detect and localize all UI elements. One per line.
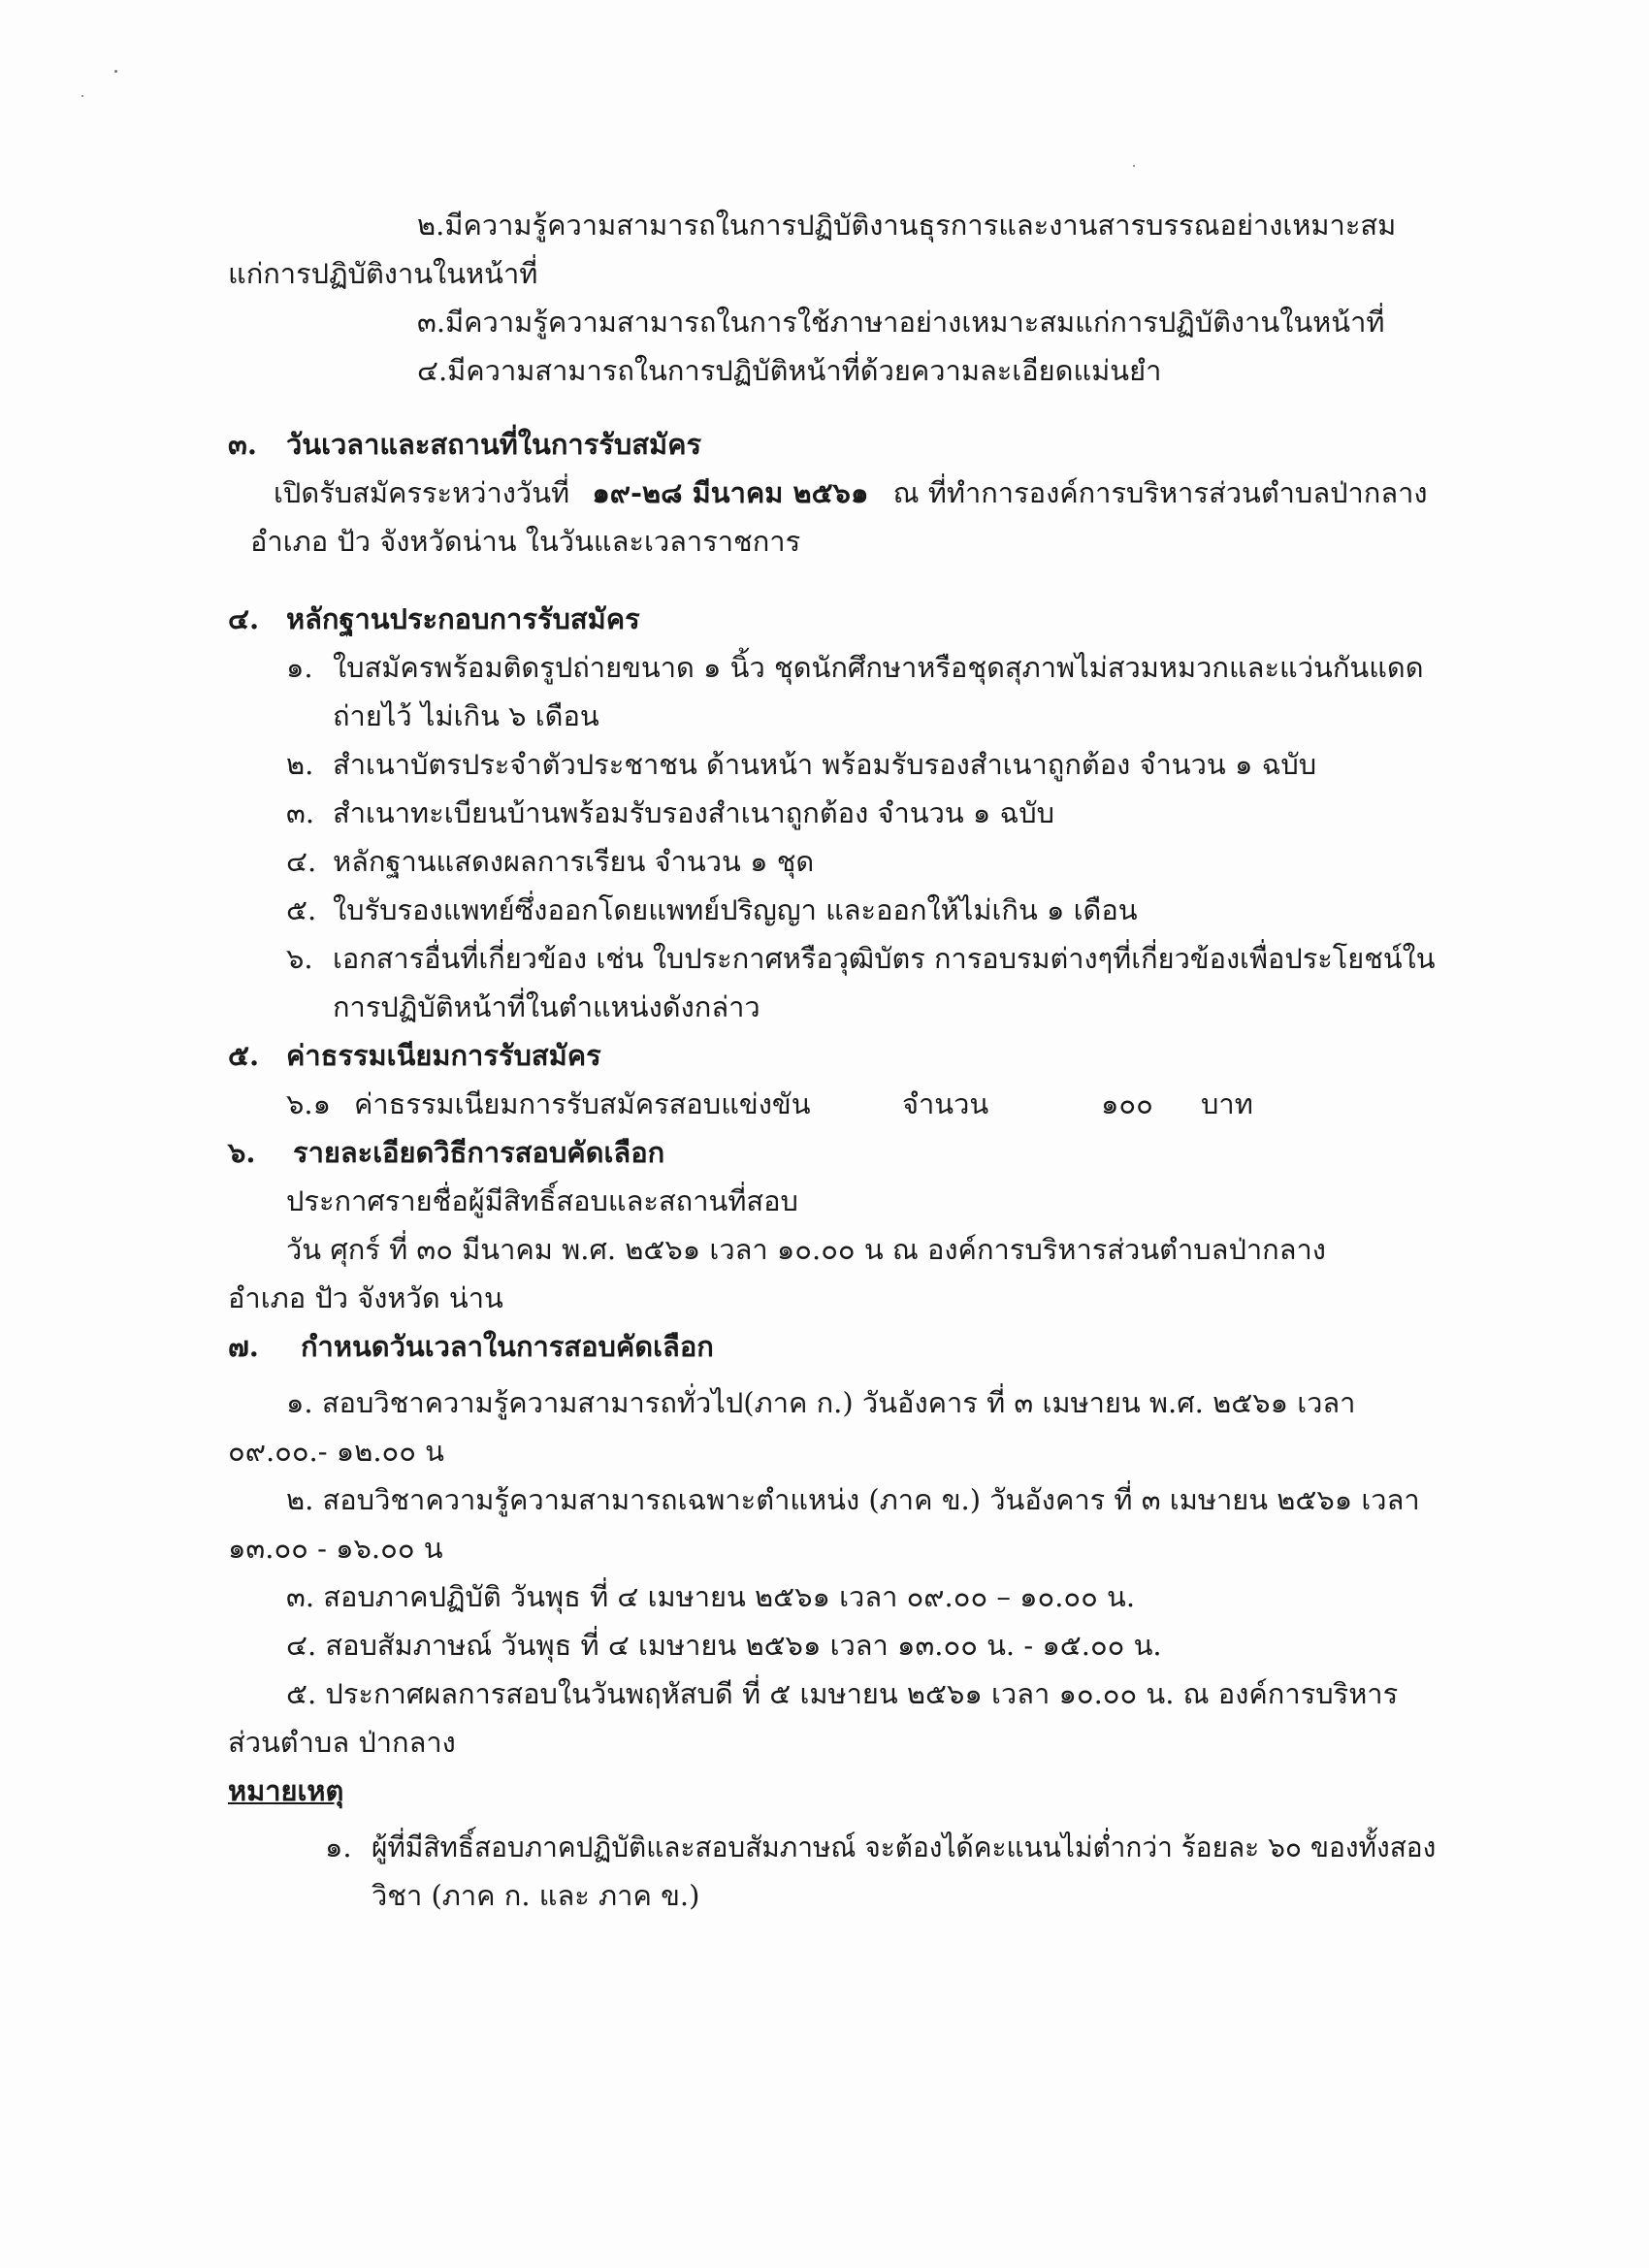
scan-speck: [1133, 165, 1135, 167]
note-item-cont: วิชา (ภาค ก. และ ภาค ข.): [372, 1879, 700, 1912]
doc-item-6-number: ๖.: [286, 942, 313, 975]
exam-schedule-4: ๔. สอบสัมภาษณ์ วันพุธ ที่ ๔ เมษายน ๒๕๖๑ เวลา ๑๓.๐๐ น. - ๑๕.๐๐ น.: [286, 1629, 1162, 1662]
fee-item-amount: ๑๐๐: [1101, 1087, 1153, 1120]
qualification-3: ๓.มีความรู้ความสามารถในการใช้ภาษาอย่างเหมาะสมแก่การปฏิบัติงานในหน้าที่: [417, 306, 1385, 339]
section-3-text: [274, 473, 1428, 512]
fee-item-number: ๖.๑: [286, 1087, 332, 1120]
section-3-dates: ๑๙-๒๘ มีนาคม ๒๕๖๑: [592, 476, 869, 509]
doc-item-5-text: ใบรับรองแพทย์ซึ่งออกโดยแพทย์ปริญญา และออกให้ไม่เกิน ๑ เดือน: [333, 893, 1138, 926]
section-6-number: ๖.: [228, 1136, 256, 1169]
qualification-2: ๒.มีความรู้ความสามารถในการปฏิบัติงานธุรการและงานสารบรรณอย่างเหมาะสม: [417, 209, 1397, 242]
doc-item-2-number: ๒.: [286, 748, 314, 781]
exam-schedule-5-cont: ส่วนตำบล ป่ากลาง: [228, 1726, 456, 1759]
exam-schedule-1: ๑. สอบวิชาความรู้ความสามารถทั่วไป(ภาค ก.) วันอังคาร ที่ ๓ เมษายน พ.ศ. ๒๕๖๑ เวลา: [286, 1386, 1356, 1419]
qualification-4: ๔.มีความสามารถในการปฏิบัติหน้าที่ด้วยความละเอียดแม่นยำ: [417, 354, 1162, 387]
section-3-number: ๓.: [228, 428, 257, 461]
section-5-number: ๕.: [228, 1039, 260, 1072]
doc-item-4-text: หลักฐานแสดงผลการเรียน จำนวน ๑ ชุด: [333, 845, 815, 878]
exam-schedule-2: ๒. สอบวิชาความรู้ความสามารถเฉพาะตำแหน่ง (ภาค ข.) วันอังคาร ที่ ๓ เมษายน ๒๕๖๑ เวลา: [286, 1483, 1420, 1516]
section-4-number: ๔.: [228, 602, 260, 635]
doc-item-4-number: ๔.: [286, 845, 317, 878]
doc-item-2-text: สำเนาบัตรประจำตัวประชาชน ด้านหน้า พร้อมรับรองสำเนาถูกต้อง จำนวน ๑ ฉบับ: [333, 748, 1317, 781]
exam-schedule-5: ๕. ประกาศผลการสอบในวันพฤหัสบดี ที่ ๕ เมษายน ๒๕๖๑ เวลา ๑๐.๐๐ น. ณ องค์การบริหาร: [286, 1677, 1399, 1710]
fee-item-unit: บาท: [1201, 1087, 1253, 1120]
doc-item-1-number: ๑.: [286, 651, 313, 684]
section-6-line-3: อำเภอ ปัว จังหวัด น่าน: [228, 1281, 503, 1314]
section-3-text-c: ณ ที่ทำการองค์การบริหารส่วนตำบลป่ากลาง: [892, 476, 1428, 509]
section-3-location: อำเภอ ปัว จังหวัดน่าน ในวันและเวลาราชการ: [250, 525, 801, 558]
note-item-number: ๑.: [325, 1831, 352, 1863]
doc-item-1-text: ใบสมัครพร้อมติดรูปถ่ายขนาด ๑ นิ้ว ชุดนักศึกษาหรือชุดสุภาพไม่สวมหมวกและแว่นกันแดด: [333, 651, 1424, 684]
scan-speck: [114, 70, 117, 73]
section-5-title: ค่าธรรมเนียมการรับสมัคร: [286, 1039, 601, 1072]
exam-schedule-1-time: ๐๙.๐๐.- ๑๒.๐๐ น: [228, 1435, 444, 1468]
doc-item-6-text: เอกสารอื่นที่เกี่ยวข้อง เช่น ใบประกาศหรือวุฒิบัตร การอบรมต่างๆที่เกี่ยวข้องเพื่อประโยชน์ใน: [333, 942, 1436, 975]
doc-item-6-cont: การปฏิบัติหน้าที่ในตำแหน่งดังกล่าว: [333, 990, 760, 1023]
fee-item-label: ค่าธรรมเนียมการรับสมัครสอบแข่งขัน: [354, 1087, 811, 1120]
section-4-title: หลักฐานประกอบการรับสมัคร: [286, 602, 640, 635]
section-7-title: กำหนดวันเวลาในการสอบคัดเลือก: [301, 1330, 714, 1363]
section-6-title: รายละเอียดวิธีการสอบคัดเลือก: [293, 1136, 665, 1169]
scan-speck: [81, 95, 83, 97]
doc-item-1-cont: ถ่ายไว้ ไม่เกิน ๖ เดือน: [333, 699, 599, 732]
exam-schedule-2-time: ๑๓.๐๐ - ๑๖.๐๐ น: [228, 1532, 443, 1565]
section-6-line-2: วัน ศุกร์ ที่ ๓๐ มีนาคม พ.ศ. ๒๕๖๑ เวลา ๑๐.๐๐ น ณ องค์การบริหารส่วนตำบลป่ากลาง: [286, 1233, 1326, 1266]
fee-item-qty-label: จำนวน: [902, 1087, 989, 1120]
doc-item-5-number: ๕.: [286, 893, 317, 926]
note-item-text: ผู้ที่มีสิทธิ์สอบภาคปฏิบัติและสอบสัมภาษณ์ จะต้องได้คะแนนไม่ต่ำกว่า ร้อยละ ๖๐ ของทั้งสอง: [372, 1831, 1437, 1863]
doc-item-3-text: สำเนาทะเบียนบ้านพร้อมรับรองสำเนาถูกต้อง จำนวน ๑ ฉบับ: [333, 796, 1055, 829]
exam-schedule-3: ๓. สอบภาคปฏิบัติ วันพุธ ที่ ๔ เมษายน ๒๕๖๑ เวลา ๐๙.๐๐ – ๑๐.๐๐ น.: [286, 1580, 1136, 1613]
section-3-title: วันเวลาและสถานที่ในการรับสมัคร: [286, 428, 702, 461]
section-6-line-1: ประกาศรายชื่อผู้มีสิทธิ์สอบและสถานที่สอบ: [286, 1184, 798, 1217]
doc-item-3-number: ๓.: [286, 796, 315, 829]
section-3-text-a: เปิดรับสมัครระหว่างวันที่: [274, 476, 570, 509]
qualification-2-cont: แก่การปฏิบัติงานในหน้าที่: [228, 257, 538, 290]
section-7-number: ๗.: [228, 1330, 259, 1363]
note-heading: หมายเหตุ: [228, 1774, 344, 1807]
